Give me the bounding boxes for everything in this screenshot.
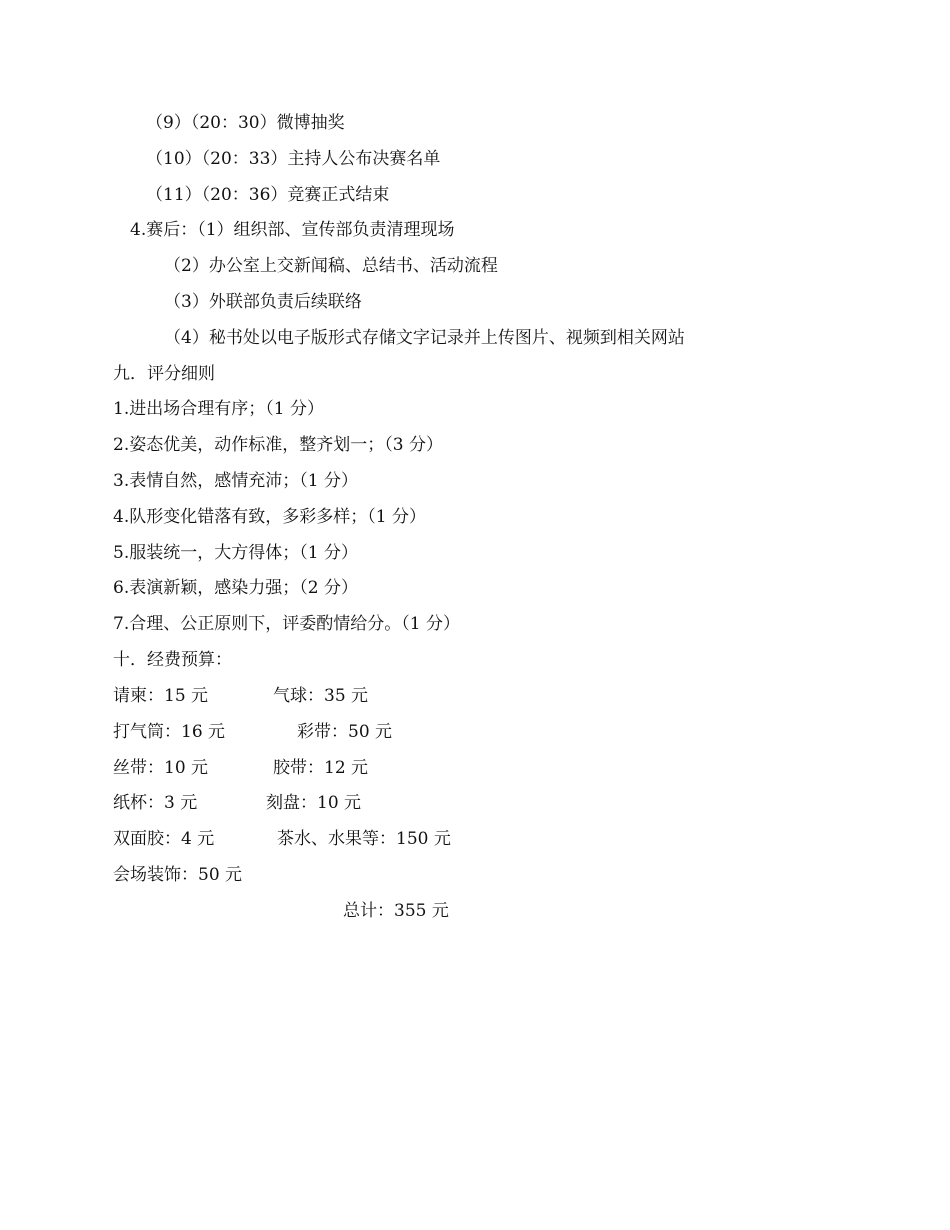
scoring-item: 3.表情自然，感情充沛；（1 分） <box>113 471 358 491</box>
schedule-item: （11）（20：36）竞赛正式结束 <box>146 185 390 205</box>
schedule-item: （10）（20：33）主持人公布决赛名单 <box>146 149 441 169</box>
scoring-item: 4.队形变化错落有致，多彩多样；（1 分） <box>113 507 426 527</box>
budget-item-left: 请柬：15 元 <box>113 686 209 706</box>
budget-row <box>113 828 613 850</box>
scoring-item: 6.表演新颖，感染力强；（2 分） <box>113 578 358 598</box>
after-event-item: （3）外联部负责后续联络 <box>164 292 362 312</box>
budget-total: 总计：355 元 <box>343 901 449 921</box>
budget-row <box>113 685 613 707</box>
budget-item-right: 气球：35 元 <box>273 686 369 706</box>
budget-item-right: 茶水、水果等：150 元 <box>277 829 451 849</box>
budget-row <box>113 864 613 886</box>
scoring-item: 1.进出场合理有序；（1 分） <box>113 399 324 419</box>
after-event-item: （4）秘书处以电子版形式存储文字记录并上传图片、视频到相关网站 <box>164 328 685 348</box>
budget-item-right: 胶带：12 元 <box>273 758 369 778</box>
schedule-item: （9）（20：30）微博抽奖 <box>146 113 345 133</box>
budget-item-left: 纸杯：3 元 <box>113 793 198 813</box>
budget-row <box>113 757 613 779</box>
budget-item-left: 打气筒：16 元 <box>113 722 226 742</box>
budget-item-left: 会场装饰：50 元 <box>113 865 243 885</box>
scoring-item: 2.姿态优美，动作标准，整齐划一；（3 分） <box>113 435 443 455</box>
budget-item-right: 刻盘：10 元 <box>266 793 362 813</box>
scoring-item: 7.合理、公正原则下，评委酌情给分。（1 分） <box>113 614 460 634</box>
scoring-heading: 九．评分细则 <box>113 364 215 384</box>
budget-row <box>113 792 613 814</box>
budget-item-right: 彩带：50 元 <box>297 722 393 742</box>
budget-item-left: 双面胶：4 元 <box>113 829 215 849</box>
scoring-item: 5.服装统一，大方得体；（1 分） <box>113 543 358 563</box>
after-event-heading: 4.赛后：（1）组织部、宣传部负责清理现场 <box>130 220 455 240</box>
after-event-item: （2）办公室上交新闻稿、总结书、活动流程 <box>164 256 498 276</box>
budget-heading: 十．经费预算： <box>113 650 232 670</box>
budget-item-left: 丝带：10 元 <box>113 758 209 778</box>
budget-row <box>113 721 613 743</box>
